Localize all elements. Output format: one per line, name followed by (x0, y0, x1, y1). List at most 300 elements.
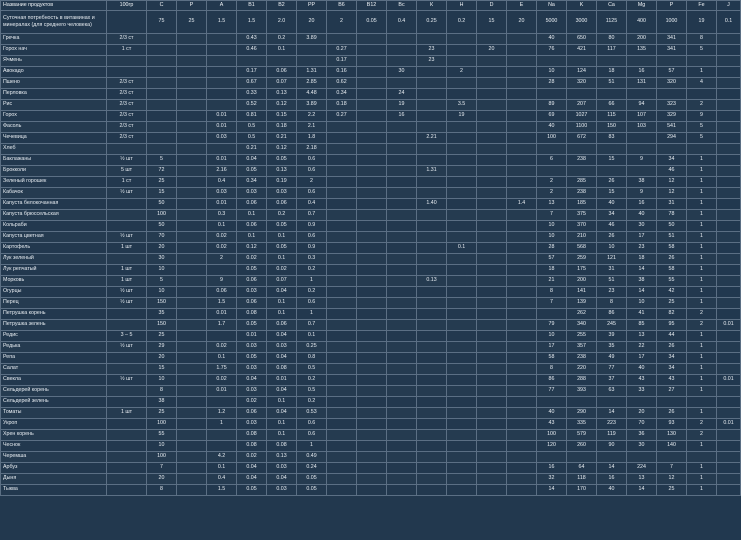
table-cell (177, 463, 207, 474)
table-cell (477, 485, 507, 496)
table-cell: 121 (597, 254, 627, 265)
table-cell (357, 397, 387, 408)
table-cell: 0.08 (267, 441, 297, 452)
product-name-cell: Чечевица (1, 133, 107, 144)
table-cell: 0.25 (297, 342, 327, 353)
table-cell (357, 276, 387, 287)
table-cell (357, 463, 387, 474)
table-cell: 1.5 (237, 11, 267, 34)
table-cell: 329 (657, 111, 687, 122)
table-row (1, 78, 741, 89)
table-cell (387, 34, 417, 45)
table-cell: 0.1 (267, 397, 297, 408)
table-cell (597, 144, 627, 155)
table-cell (477, 441, 507, 452)
header-cell: В2 (267, 1, 297, 11)
table-cell: 20 (147, 474, 177, 485)
table-cell: 0.08 (267, 364, 297, 375)
table-cell: 0.06 (237, 221, 267, 232)
table-row (1, 342, 741, 353)
table-cell (387, 298, 417, 309)
table-cell: 72 (147, 166, 177, 177)
table-cell: 0.03 (237, 287, 267, 298)
table-cell: 0.01 (717, 320, 741, 331)
table-cell (387, 243, 417, 254)
table-cell (717, 331, 741, 342)
table-cell (717, 166, 741, 177)
product-name-cell: Петрушка зелень (1, 320, 107, 331)
table-cell (297, 45, 327, 56)
table-cell (507, 188, 537, 199)
table-cell (447, 320, 477, 331)
table-cell (447, 177, 477, 188)
table-cell: 0.67 (237, 78, 267, 89)
table-cell (387, 452, 417, 463)
table-cell: 0.49 (297, 452, 327, 463)
table-cell: 223 (597, 419, 627, 430)
table-cell: 421 (567, 45, 597, 56)
table-cell (507, 34, 537, 45)
table-cell: 15 (147, 364, 177, 375)
table-cell: 18 (597, 67, 627, 78)
table-cell (147, 34, 177, 45)
table-row (1, 199, 741, 210)
table-cell: 10 (597, 243, 627, 254)
table-cell: 20 (147, 243, 177, 254)
table-cell: 21 (537, 276, 567, 287)
table-cell: 0.2 (297, 265, 327, 276)
table-cell (597, 166, 627, 177)
table-cell: ½ шт (107, 155, 147, 166)
table-cell (507, 210, 537, 221)
table-cell: 259 (567, 254, 597, 265)
table-cell: 8 (597, 298, 627, 309)
product-name-cell: Морковь (1, 276, 107, 287)
table-cell: 0.04 (267, 331, 297, 342)
table-cell (447, 463, 477, 474)
table-cell (447, 144, 477, 155)
table-cell: 19 (687, 11, 717, 34)
table-cell: 1 (687, 210, 717, 221)
table-row (1, 320, 741, 331)
table-cell (207, 397, 237, 408)
table-cell (507, 463, 537, 474)
table-cell (717, 111, 741, 122)
table-cell: 34 (657, 364, 687, 375)
table-cell (297, 56, 327, 67)
table-cell: 0.03 (207, 133, 237, 144)
header-cell: С (147, 1, 177, 11)
table-cell (477, 100, 507, 111)
table-cell: 393 (567, 386, 597, 397)
table-cell: 103 (627, 122, 657, 133)
table-cell (447, 210, 477, 221)
table-cell (147, 78, 177, 89)
table-cell: 0.17 (327, 56, 357, 67)
table-cell: 341 (657, 34, 687, 45)
table-cell (417, 122, 447, 133)
table-cell: 50 (147, 221, 177, 232)
table-cell (657, 89, 687, 100)
table-cell (207, 144, 237, 155)
table-cell: 79 (537, 320, 567, 331)
table-cell (627, 166, 657, 177)
table-cell: 0.62 (327, 78, 357, 89)
table-cell: 36 (627, 430, 657, 441)
table-cell (107, 452, 147, 463)
table-cell: ½ шт (107, 232, 147, 243)
table-cell: 119 (597, 430, 627, 441)
table-cell (357, 419, 387, 430)
table-cell (327, 276, 357, 287)
table-cell (107, 430, 147, 441)
table-cell: 320 (567, 78, 597, 89)
table-cell (717, 463, 741, 474)
table-row (1, 67, 741, 78)
table-cell (567, 166, 597, 177)
table-cell (177, 298, 207, 309)
table-cell: 2.18 (297, 144, 327, 155)
table-cell: 1 шт (107, 408, 147, 419)
product-name-cell: Дыня (1, 474, 107, 485)
table-cell: 370 (567, 221, 597, 232)
table-cell (177, 353, 207, 364)
table-cell: 0.16 (327, 67, 357, 78)
table-cell (387, 353, 417, 364)
table-cell: 57 (537, 254, 567, 265)
table-cell (207, 100, 237, 111)
table-cell: 0.04 (267, 287, 297, 298)
table-cell: 1 (687, 276, 717, 287)
table-row (1, 144, 741, 155)
table-cell: 0.2 (267, 210, 297, 221)
table-cell: 70 (627, 419, 657, 430)
table-cell (417, 309, 447, 320)
table-cell: 1.75 (207, 364, 237, 375)
table-cell (447, 265, 477, 276)
table-cell: 0.1 (207, 353, 237, 364)
table-cell: 2/3 ст (107, 100, 147, 111)
table-cell (387, 419, 417, 430)
table-cell (107, 463, 147, 474)
table-cell (107, 397, 147, 408)
table-cell: 245 (597, 320, 627, 331)
table-cell (447, 309, 477, 320)
table-cell (357, 199, 387, 210)
table-cell: 1 (687, 232, 717, 243)
table-cell: 672 (567, 133, 597, 144)
table-cell: 25 (147, 408, 177, 419)
table-cell (387, 276, 417, 287)
table-cell: 30 (627, 221, 657, 232)
table-cell: 0.24 (297, 463, 327, 474)
product-name-cell: Горох (1, 111, 107, 122)
header-cell: J (717, 1, 741, 11)
table-cell: 0.1 (207, 463, 237, 474)
table-cell: 8 (147, 485, 177, 496)
table-cell: 40 (537, 408, 567, 419)
table-row (1, 298, 741, 309)
table-cell: 17 (537, 342, 567, 353)
table-cell: 0.01 (207, 199, 237, 210)
table-cell (717, 430, 741, 441)
table-cell (207, 89, 237, 100)
header-cell: РР (297, 1, 327, 11)
table-cell: 0.01 (207, 386, 237, 397)
table-row (1, 265, 741, 276)
table-cell (717, 243, 741, 254)
table-cell (447, 78, 477, 89)
table-cell: 0.6 (297, 298, 327, 309)
table-cell (107, 221, 147, 232)
table-cell: 1 (687, 254, 717, 265)
table-cell: 1 (687, 331, 717, 342)
table-cell: 40 (537, 34, 567, 45)
header-cell: В6 (327, 1, 357, 11)
table-cell: 26 (657, 254, 687, 265)
table-cell (107, 254, 147, 265)
table-cell (447, 298, 477, 309)
table-cell: 20 (507, 11, 537, 34)
table-cell (717, 232, 741, 243)
header-cell: Е (507, 1, 537, 11)
table-cell (237, 56, 267, 67)
table-cell: 0.05 (237, 320, 267, 331)
table-cell (327, 331, 357, 342)
table-cell: 1 (687, 463, 717, 474)
table-cell (447, 452, 477, 463)
table-cell (627, 397, 657, 408)
table-cell: 200 (567, 276, 597, 287)
table-cell (177, 133, 207, 144)
table-cell (507, 144, 537, 155)
table-cell (567, 56, 597, 67)
table-cell (477, 144, 507, 155)
table-cell: 0.5 (237, 122, 267, 133)
table-cell: 17 (627, 232, 657, 243)
table-cell: 0.05 (267, 155, 297, 166)
table-cell: 1 (297, 309, 327, 320)
table-cell: 46 (597, 221, 627, 232)
table-cell: 285 (567, 177, 597, 188)
table-cell: 0.03 (267, 463, 297, 474)
table-cell: 14 (597, 408, 627, 419)
table-cell (417, 441, 447, 452)
table-cell: 0.1 (267, 232, 297, 243)
table-cell: 0.03 (237, 419, 267, 430)
table-row (1, 155, 741, 166)
table-cell: 30 (147, 254, 177, 265)
table-cell: 0.1 (267, 298, 297, 309)
table-cell: 9 (627, 188, 657, 199)
table-cell (537, 89, 567, 100)
table-cell: 38 (627, 177, 657, 188)
table-cell: 0.1 (267, 254, 297, 265)
table-cell: 220 (567, 364, 597, 375)
table-cell (357, 364, 387, 375)
product-name-cell: Салат (1, 364, 107, 375)
table-cell (327, 342, 357, 353)
table-cell: 28 (537, 243, 567, 254)
table-cell: 1.40 (417, 199, 447, 210)
table-cell: 131 (627, 78, 657, 89)
table-row (1, 45, 741, 56)
product-name-cell: Гречка (1, 34, 107, 45)
table-cell (107, 199, 147, 210)
table-cell: 0.7 (297, 210, 327, 221)
table-cell: 63 (597, 386, 627, 397)
table-cell: 0.1 (267, 419, 297, 430)
table-cell (597, 56, 627, 67)
table-cell: 37 (597, 375, 627, 386)
table-cell: 0.6 (297, 155, 327, 166)
table-cell: 0.4 (387, 11, 417, 34)
table-cell: 86 (597, 309, 627, 320)
table-cell (417, 177, 447, 188)
table-cell (327, 210, 357, 221)
table-cell (177, 166, 207, 177)
table-cell (357, 254, 387, 265)
table-cell (507, 45, 537, 56)
table-cell: 38 (627, 276, 657, 287)
table-cell (387, 375, 417, 386)
table-cell: 0.1 (447, 243, 477, 254)
table-cell (417, 474, 447, 485)
table-cell: 0.06 (237, 276, 267, 287)
table-cell (417, 375, 447, 386)
table-cell: 0.04 (267, 386, 297, 397)
table-cell (327, 122, 357, 133)
table-cell (447, 287, 477, 298)
table-cell (327, 309, 357, 320)
table-cell: 12 (657, 177, 687, 188)
table-cell: 100 (147, 210, 177, 221)
table-cell (357, 485, 387, 496)
table-cell: 0.02 (237, 452, 267, 463)
table-cell (717, 408, 741, 419)
table-row (1, 177, 741, 188)
table-cell: 1.4 (507, 199, 537, 210)
table-cell (357, 441, 387, 452)
table-cell: 35 (597, 342, 627, 353)
table-cell (327, 243, 357, 254)
table-cell: 1.31 (417, 166, 447, 177)
table-cell (507, 177, 537, 188)
header-product-name: Название продуктов (1, 1, 107, 11)
table-cell: 0.21 (267, 133, 297, 144)
table-cell (417, 78, 447, 89)
table-cell: 70 (147, 232, 177, 243)
table-cell (327, 375, 357, 386)
table-cell (387, 287, 417, 298)
table-cell (327, 254, 357, 265)
table-cell: 2.1 (297, 122, 327, 133)
table-cell: 19 (387, 100, 417, 111)
table-cell (327, 474, 357, 485)
table-cell: 10 (627, 298, 657, 309)
table-cell (717, 309, 741, 320)
table-cell (417, 463, 447, 474)
table-cell: 1 (687, 474, 717, 485)
product-name-cell: Репа (1, 353, 107, 364)
table-cell: 2.0 (267, 11, 297, 34)
table-cell (177, 254, 207, 265)
table-cell: 10 (537, 221, 567, 232)
table-cell: 0.06 (267, 199, 297, 210)
table-cell: 0.04 (267, 353, 297, 364)
table-cell: 200 (627, 34, 657, 45)
table-cell: 20 (627, 408, 657, 419)
table-cell: 150 (597, 122, 627, 133)
table-cell: 12 (657, 474, 687, 485)
table-cell: 0.05 (297, 485, 327, 496)
header-cell: D (477, 1, 507, 11)
header-cell: Вс (387, 1, 417, 11)
table-cell (447, 441, 477, 452)
table-cell (507, 166, 537, 177)
table-cell: 95 (657, 320, 687, 331)
table-cell: 24 (387, 89, 417, 100)
table-cell (177, 408, 207, 419)
table-cell: 8 (687, 34, 717, 45)
table-cell (477, 320, 507, 331)
table-cell (147, 122, 177, 133)
table-cell: 27 (657, 386, 687, 397)
table-cell (327, 386, 357, 397)
table-cell (387, 199, 417, 210)
table-cell: 290 (567, 408, 597, 419)
table-cell: 238 (567, 353, 597, 364)
table-cell: 1.5 (207, 485, 237, 496)
table-cell (357, 430, 387, 441)
table-cell: 58 (537, 353, 567, 364)
table-row (1, 133, 741, 144)
table-row (1, 276, 741, 287)
table-cell: 0.02 (207, 375, 237, 386)
table-cell: 7 (537, 210, 567, 221)
table-cell: 40 (627, 364, 657, 375)
table-cell (107, 485, 147, 496)
table-row (1, 309, 741, 320)
table-cell (177, 34, 207, 45)
table-cell (627, 144, 657, 155)
table-cell: 0.04 (237, 155, 267, 166)
table-cell: ½ шт (107, 287, 147, 298)
table-cell: 31 (597, 265, 627, 276)
table-cell (477, 221, 507, 232)
table-cell: 14 (627, 265, 657, 276)
product-name-cell: Хлеб (1, 144, 107, 155)
table-cell (107, 320, 147, 331)
table-cell (107, 11, 147, 34)
header-cell: 100гр (107, 1, 147, 11)
table-cell: 5000 (537, 11, 567, 34)
table-cell: 1 (687, 375, 717, 386)
table-cell: 0.08 (237, 441, 267, 452)
product-name-cell: Картофель (1, 243, 107, 254)
table-cell: 150 (147, 320, 177, 331)
header-cell: Mg (627, 1, 657, 11)
table-cell (357, 122, 387, 133)
table-cell (417, 210, 447, 221)
table-cell (387, 331, 417, 342)
table-cell (447, 89, 477, 100)
table-cell: 8 (537, 287, 567, 298)
table-cell: 0.1 (207, 221, 237, 232)
table-cell (477, 463, 507, 474)
table-cell: 1 (687, 221, 717, 232)
header-cell: Fe (687, 1, 717, 11)
